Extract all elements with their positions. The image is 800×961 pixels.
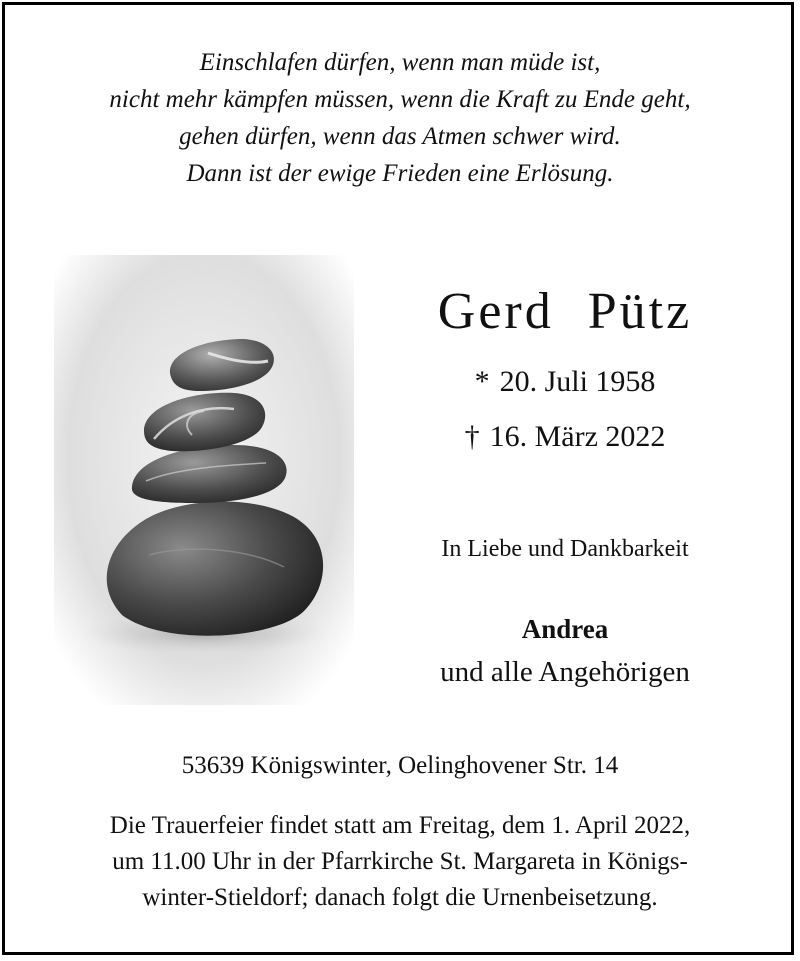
birth-date-text: 20. Juli 1958 (499, 365, 656, 398)
death-date (380, 420, 750, 454)
poem-line: nicht mehr kämpfen müssen, wenn die Kraft zu Ende geht, (109, 86, 691, 113)
address: 53639 Königswinter, Oelinghovener Str. 14 (181, 752, 619, 779)
poem-line: Einschlafen dürfen, wenn man müde ist, (199, 49, 601, 76)
asterisk-icon: * (474, 365, 490, 398)
mourner-name: Andrea (521, 614, 609, 644)
mourner-relatives: und alle Angehörigen (440, 656, 690, 688)
deceased-name: Gerd Pütz (437, 283, 693, 340)
cross-icon: † (464, 420, 480, 453)
stacked-stones-image (54, 255, 354, 705)
funeral-service-info (20, 808, 780, 916)
dedication: In Liebe und Dankbarkeit (441, 536, 689, 562)
service-line: Die Trauerfeier findet statt am Freitag, dem 1. April 2022, (109, 812, 691, 839)
death-date-text: 16. März 2022 (489, 420, 666, 453)
service-line: winter-Stieldorf; danach folgt die Urnenbeisetzung. (142, 884, 658, 911)
poem-line: gehen dürfen, wenn das Atmen schwer wird. (179, 123, 621, 150)
poem (20, 44, 780, 192)
service-line: um 11.00 Uhr in der Pfarrkirche St. Margareta in Königs- (112, 848, 688, 875)
birth-date (380, 365, 750, 399)
poem-line: Dann ist der ewige Frieden eine Erlösung. (186, 160, 614, 187)
